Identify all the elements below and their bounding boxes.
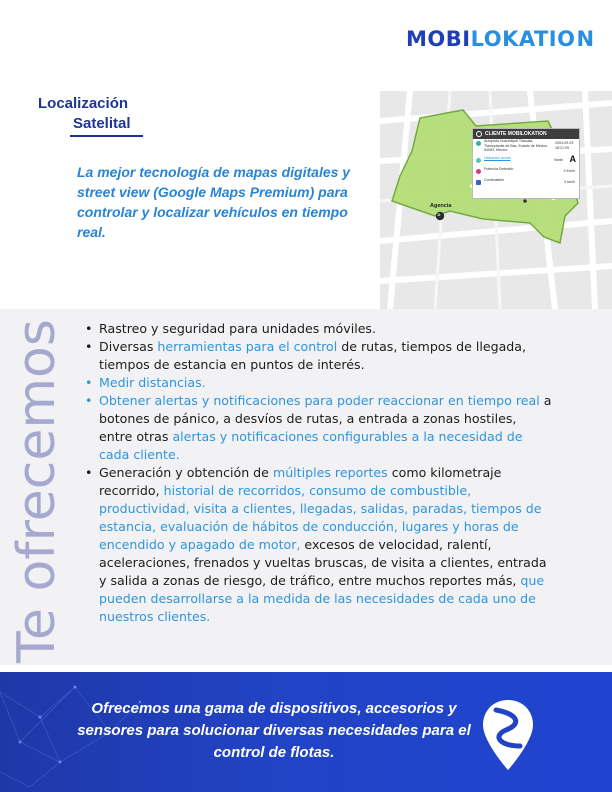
map-card-row-text: Combustible <box>484 178 504 182</box>
item-text: como kilometraje recorrido, <box>99 465 502 498</box>
alert-icon <box>476 169 481 174</box>
item-highlight: que pueden desarrollarse a la medida de las necesidades de cada uno de nuestros clientes. <box>99 573 545 624</box>
map-card-header <box>473 129 579 139</box>
map-card-row <box>473 139 579 156</box>
map-card-title: CLIENTE MOBILOKATION <box>485 131 547 137</box>
lead-paragraph: La mejor tecnología de mapas digitales y street view (Google Maps Premium) para controlar y localizar vehículos en tiempo real. <box>77 164 351 240</box>
item-highlight: herramientas para el control <box>157 339 338 354</box>
item-highlight: Medir distancias. <box>99 375 206 390</box>
item-text: a botones de pánico, a desvíos de rutas, a entrada a zonas hostiles, entre otras <box>99 393 552 444</box>
footer-banner <box>0 672 612 792</box>
road-pin-icon <box>478 696 538 776</box>
section-title <box>38 94 148 134</box>
item-highlight: historial de recorridos, consumo de combustible, productividad, visita a clientes, llegadas, salidas, paradas, tiempos de estancia, evaluación de hábitos de conducción, lugares y horas de encendido y apagado de motor, <box>99 483 542 552</box>
map-roads <box>380 91 612 309</box>
info-icon <box>476 131 482 137</box>
agency-marker: D <box>437 212 441 217</box>
list-item <box>82 392 552 464</box>
map-card-row-value: Norte <box>554 158 563 162</box>
location-pin-icon <box>476 141 481 146</box>
item-text: de rutas, tiempos de llegada, tiempos de estancia en puntos de interés. <box>99 339 526 372</box>
item-highlight: múltiples reportes <box>272 465 388 480</box>
logo-text-n: N <box>576 27 595 51</box>
item-text: Generación y obtención de <box>99 465 273 480</box>
item-text: Diversas <box>99 339 158 354</box>
title-underline <box>70 135 143 137</box>
item-highlight: Obtener alertas y notificaciones para poder reaccionar en tiempo real <box>99 393 540 408</box>
map-card-row-value: 0 Km/h <box>563 169 575 173</box>
map-card-row-value: 2004-09-29 18:21:09 <box>555 141 574 150</box>
list-item <box>82 320 552 338</box>
agency-label: Agencia <box>430 203 452 209</box>
vertical-title: Te ofrecemos <box>7 319 67 663</box>
footer-text: Ofrecemos una gama de dispositivos, accesorios y sensores para solucionar diversas necesidades para el control de flotas. <box>77 700 471 761</box>
list-item <box>82 374 552 392</box>
logo-text-lokatio: LOKATIO <box>470 27 576 51</box>
map-image <box>380 91 612 309</box>
list-item <box>82 338 552 374</box>
map-card-row-text: Ubicación actual <box>484 156 511 160</box>
status-icon <box>476 158 481 163</box>
item-highlight: alertas y notificaciones configurables a la necesidad de cada cliente. <box>99 429 523 462</box>
map-info-card <box>472 128 580 199</box>
map-card-row-value: 0 km/h <box>564 180 575 184</box>
map-card-row <box>473 167 579 178</box>
item-text: Rastreo y seguridad para unidades móviles. <box>99 321 377 336</box>
section-title-line2: Satelital <box>73 115 131 132</box>
logo-text-mobi: MOBI <box>406 27 471 51</box>
item-text: excesos de velocidad, ralentí, aceleraciones, frenados y vueltas bruscas, de visita a clientes, entrada y salida a zonas de riesgo, de tráfico, entre muchos reportes más, <box>99 537 547 588</box>
offer-list <box>82 320 552 626</box>
section-title-line1: Localización <box>38 95 129 112</box>
list-item <box>82 464 552 626</box>
map-card-row-text: Autopista Huauhtlyotl Tlaxcala, Tlalneplantla de Baz, Estado de México, 54083, México <box>484 139 549 152</box>
map-card-row <box>473 178 579 189</box>
map-card-row <box>473 156 579 167</box>
map-card-row-text: Potencia Detenido <box>484 167 514 171</box>
truck-icon <box>476 180 481 185</box>
brand-logo <box>406 24 595 54</box>
direction-arrow-icon: A <box>569 154 576 164</box>
